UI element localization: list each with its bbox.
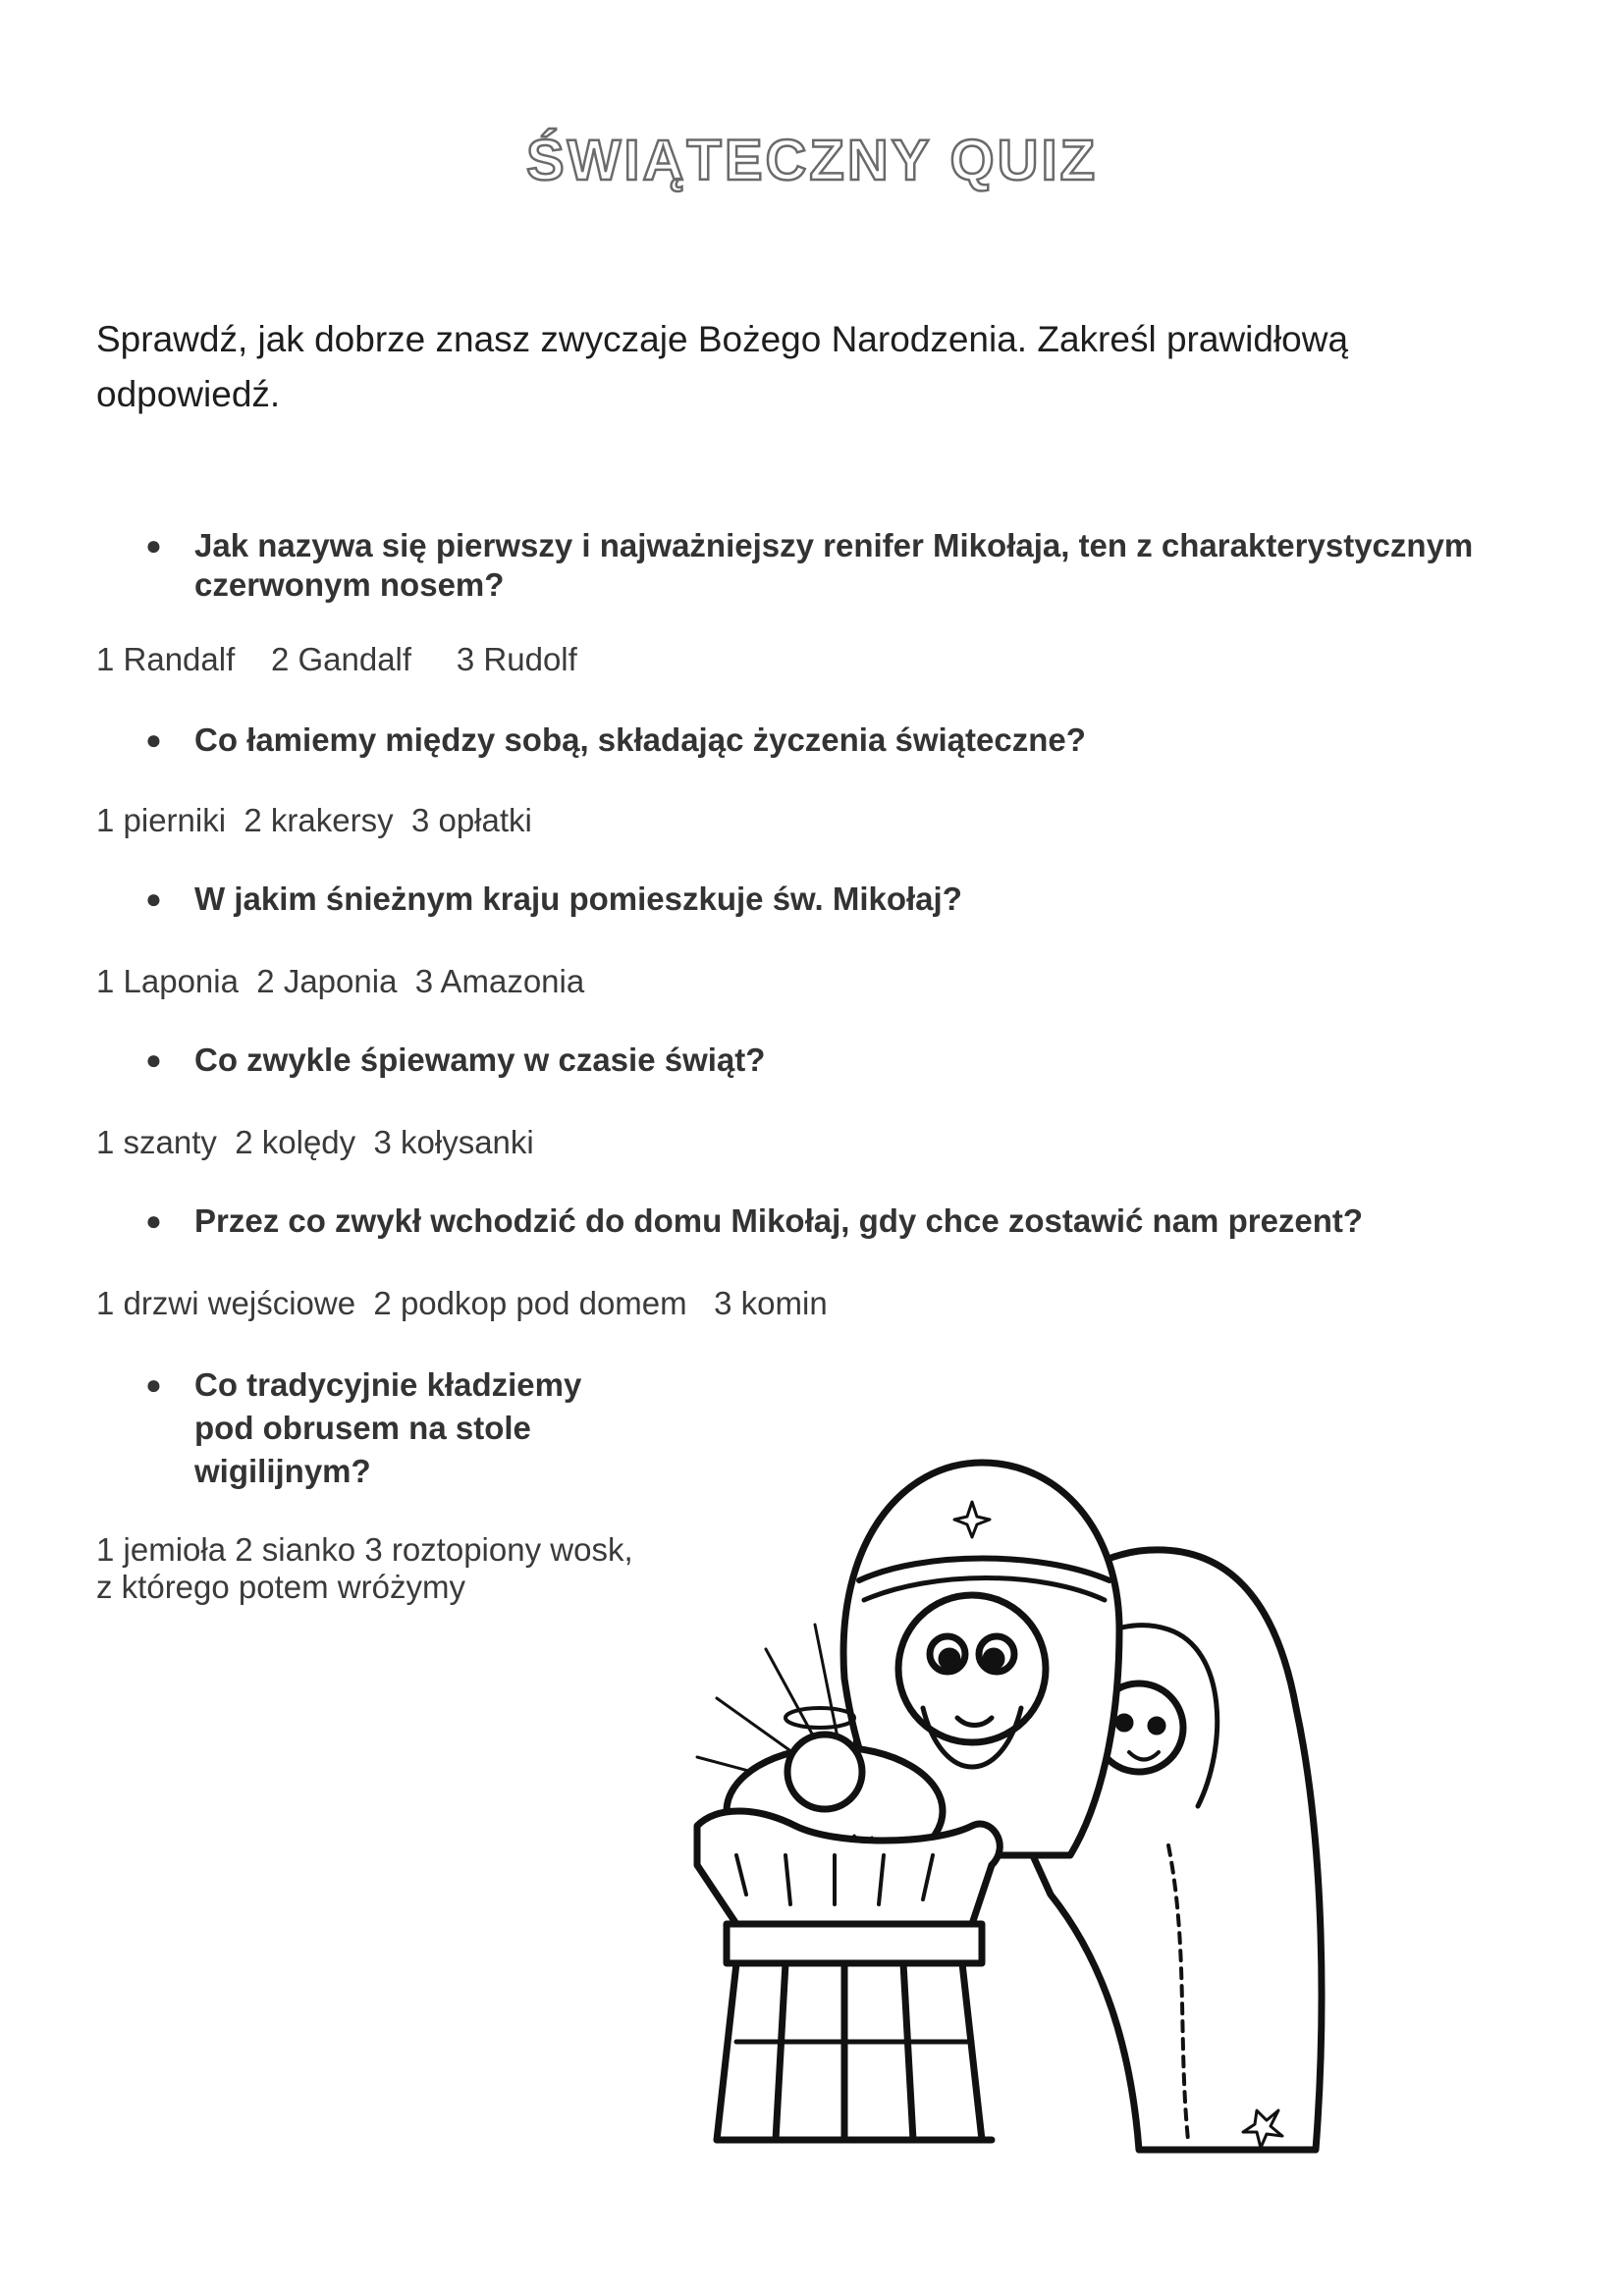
question-5 xyxy=(145,1201,1364,1241)
question-text: Co łamiemy między sobą, składając życzenia świąteczne? xyxy=(194,721,1086,758)
question-1 xyxy=(145,526,1569,605)
answers-4: 1 szanty 2 kolędy 3 kołysanki xyxy=(96,1124,534,1160)
bullet-icon: ● xyxy=(145,883,162,914)
question-text: Przez co zwykł wchodzić do domu Mikołaj, gdy chce zostawić nam prezent? xyxy=(194,1202,1364,1239)
question-text: Jak nazywa się pierwszy i najważniejszy renifer Mikołaja, ten z charakterystycznym czerwonym nosem? xyxy=(194,527,1474,603)
bullet-icon: ● xyxy=(145,1044,162,1075)
bullet-icon: ● xyxy=(145,1205,162,1236)
bullet-icon: ● xyxy=(145,1369,162,1400)
question-6 xyxy=(145,1363,646,1493)
question-4 xyxy=(145,1041,766,1080)
answers-2: 1 pierniki 2 krakersy 3 opłatki xyxy=(96,802,532,838)
question-2 xyxy=(145,721,1086,760)
question-3 xyxy=(145,880,962,919)
question-text: W jakim śnieżnym kraju pomieszkuje św. Mikołaj? xyxy=(194,881,962,917)
answers-1: 1 Randalf 2 Gandalf 3 Rudolf xyxy=(96,641,577,677)
bullet-icon: ● xyxy=(145,530,162,561)
bullet-icon: ● xyxy=(145,724,162,755)
nativity-illustration xyxy=(677,1433,1463,2199)
question-text: Co zwykle śpiewamy w czasie świąt? xyxy=(194,1041,766,1078)
answers-6: 1 jemioła 2 sianko 3 roztopiony wosk, z którego potem wróżymy xyxy=(96,1531,633,1605)
answers-3: 1 Laponia 2 Japonia 3 Amazonia xyxy=(96,963,585,999)
question-text: Co tradycyjnie kładziemy pod obrusem na stole wigilijnym? xyxy=(194,1366,582,1489)
quiz-title: ŚWIĄTECZNY QUIZ xyxy=(525,129,1099,192)
answers-5: 1 drzwi wejściowe 2 podkop pod domem 3 komin xyxy=(96,1285,828,1321)
intro-text: Sprawdź, jak dobrze znasz zwyczaje Bożego Narodzenia. Zakreśl prawidłową odpowiedź. xyxy=(96,319,1349,414)
